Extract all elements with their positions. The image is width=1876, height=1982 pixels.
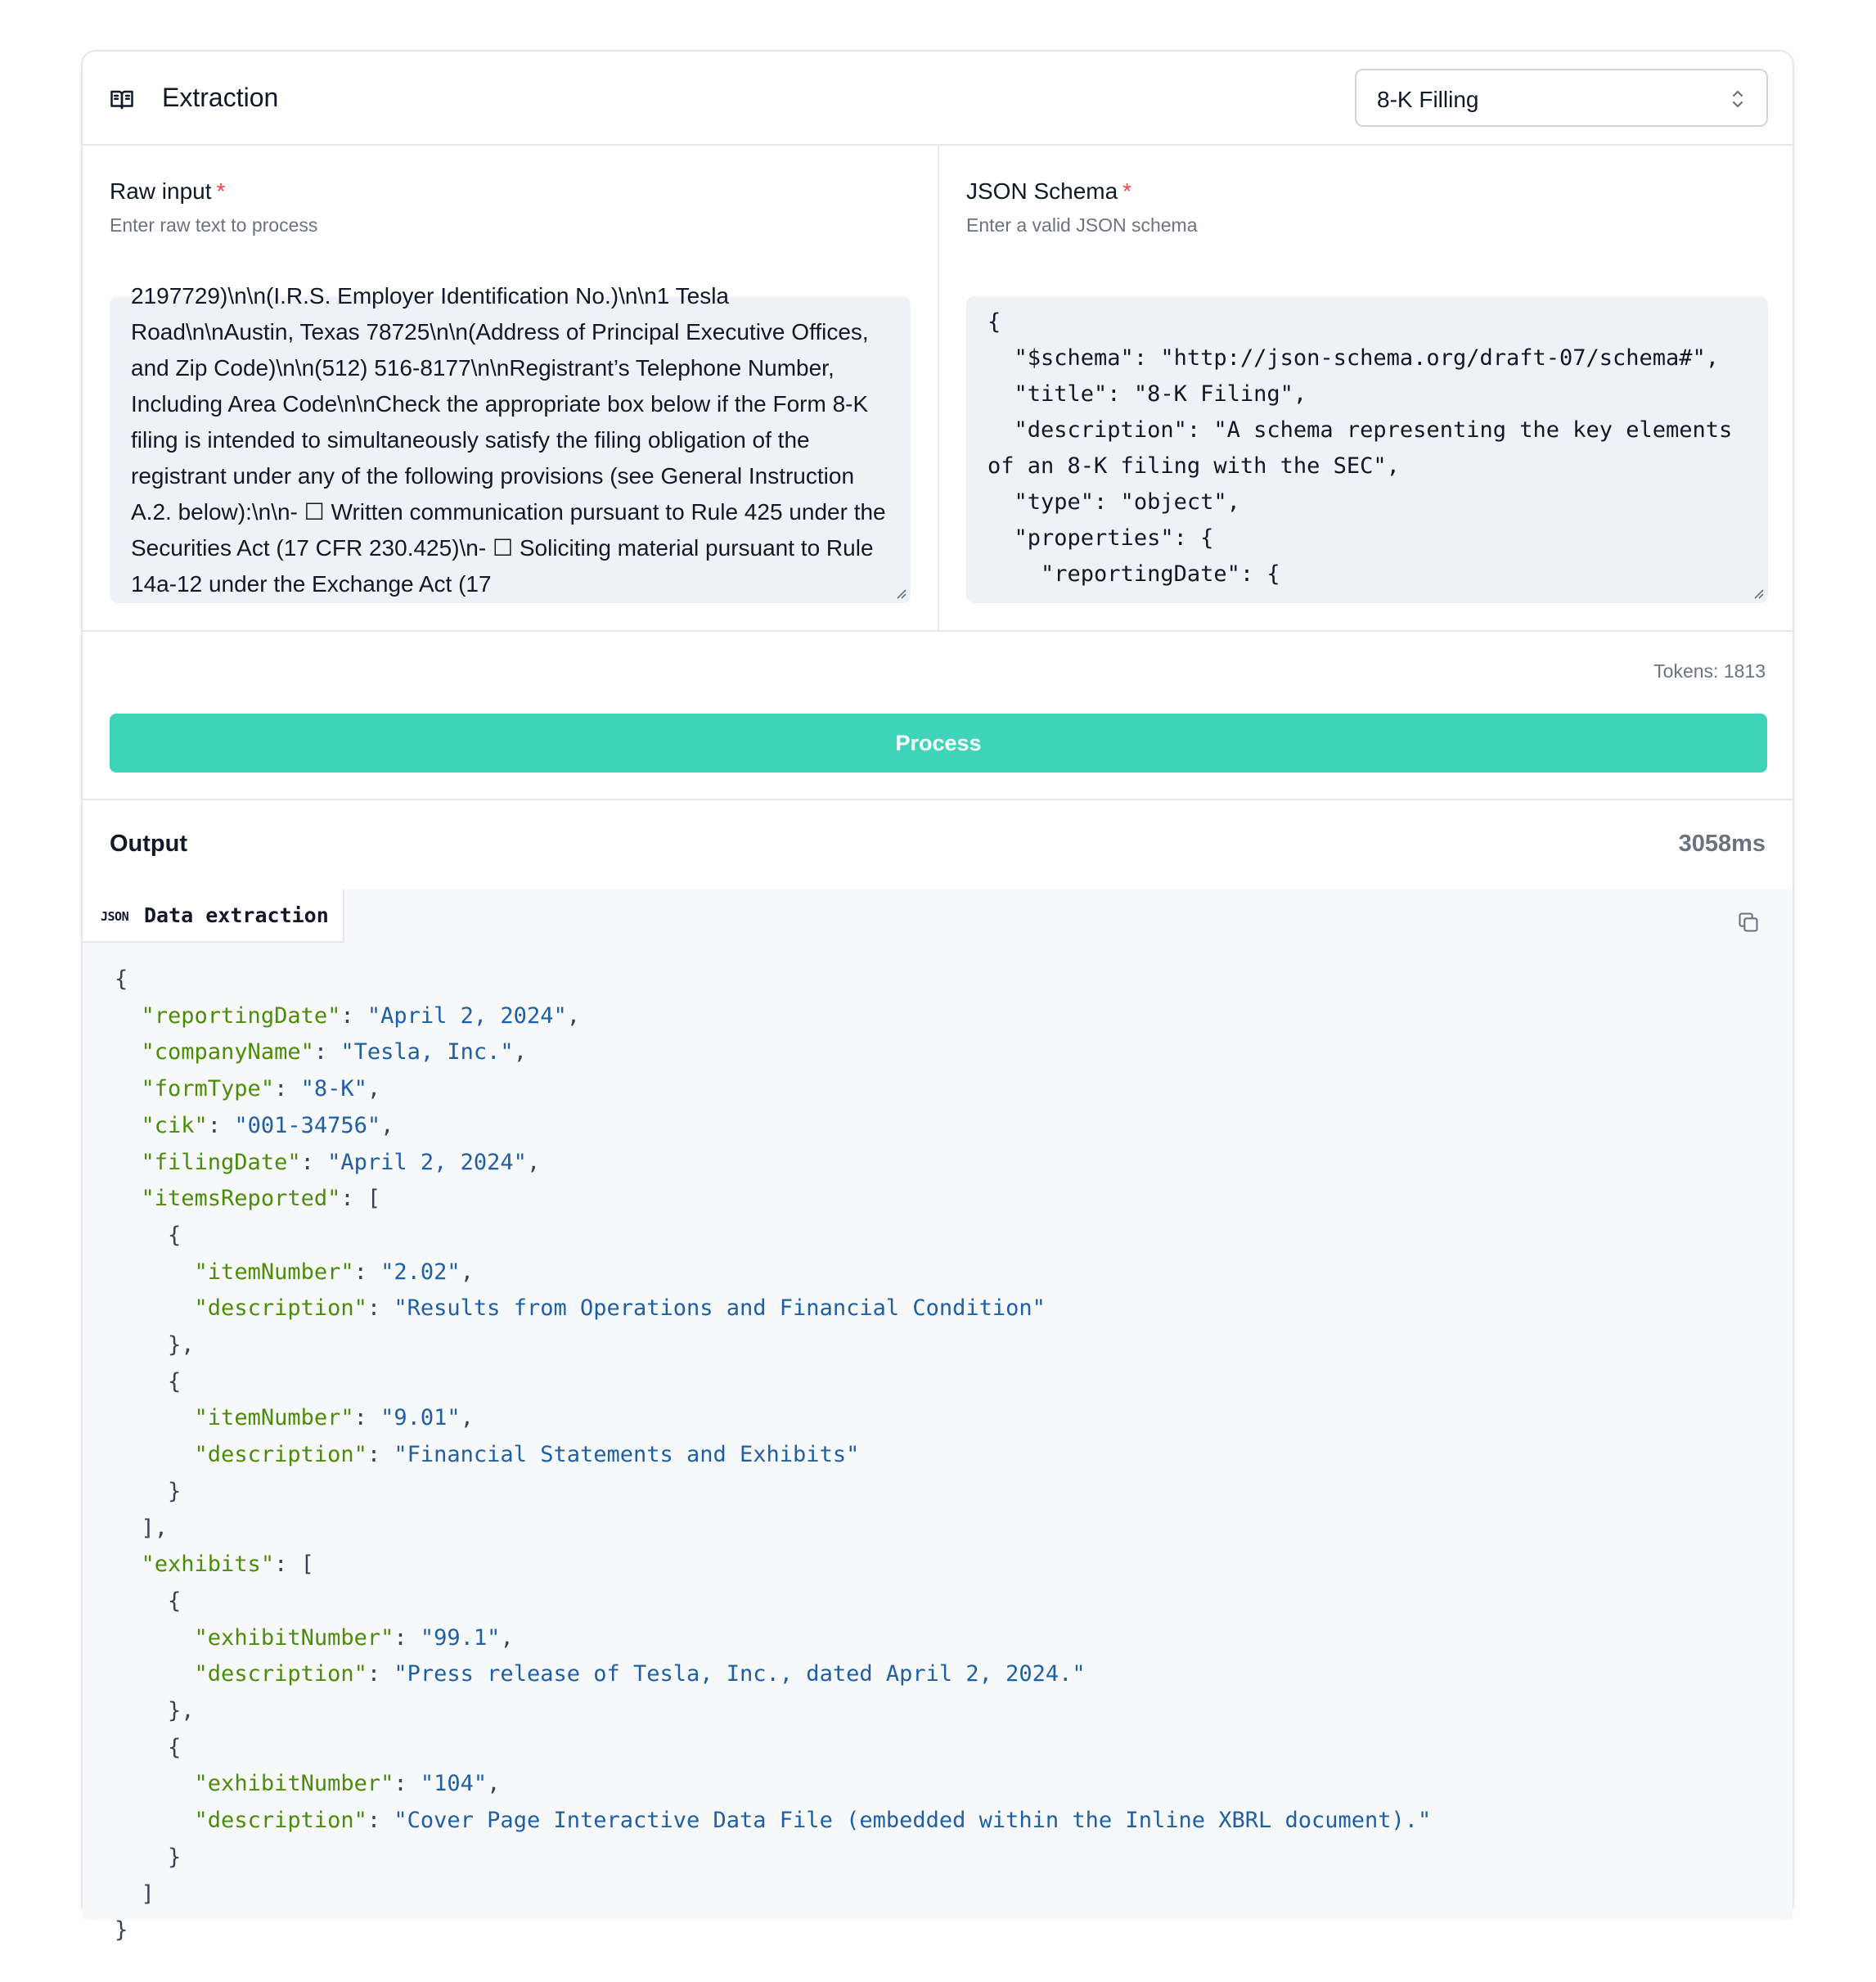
pane-divider bbox=[938, 146, 939, 630]
raw-input-label-text: Raw input bbox=[110, 178, 212, 204]
json-schema-textarea[interactable] bbox=[966, 296, 1768, 603]
book-open-icon bbox=[110, 88, 134, 112]
json-schema-label-text: JSON Schema bbox=[966, 178, 1118, 204]
output-json: { "reportingDate": "April 2, 2024", "companyName": "Tesla, Inc.", "formType": "8-K", "cik": "001-34756", "filingDate": "April 2, 2024", "itemsReported": [ { "itemNumber": "2.02", "description": "Results from Operations and Financial Condition" }, { "itemNumber": "9.01", "description": "Financial Statements and Exhibits" } ], "exhibits": [ { "exhibitNumber": "99.1", "description": "Press release of Tesla, Inc., dated April 2, 2024." }, { "exhibitNumber": "104", "description": "Cover Page Interactive Data File (embedded within the Inline XBRL document)." } ] } bbox=[115, 966, 1432, 1944]
json-file-icon: JSON bbox=[101, 909, 129, 924]
output-code-block bbox=[83, 890, 1793, 1944]
process-button[interactable]: Process bbox=[110, 714, 1767, 773]
resize-handle-icon[interactable] bbox=[894, 587, 907, 600]
page-title: Extraction bbox=[162, 83, 279, 112]
template-select[interactable] bbox=[1355, 69, 1768, 127]
raw-input-textarea[interactable] bbox=[110, 283, 911, 603]
card-header bbox=[83, 52, 1793, 146]
divider bbox=[83, 799, 1793, 800]
output-label: Output bbox=[110, 831, 188, 857]
tab-data-extraction[interactable] bbox=[83, 890, 344, 943]
required-mark: * bbox=[1122, 178, 1132, 204]
token-count: Tokens: 1813 bbox=[1653, 660, 1766, 682]
required-mark: * bbox=[216, 178, 226, 204]
chevron-up-down-icon bbox=[1730, 88, 1745, 110]
resize-handle-icon[interactable] bbox=[1752, 587, 1765, 600]
json-schema-label bbox=[966, 178, 1131, 205]
json-schema-value: { "$schema": "http://json-schema.org/draft-07/schema#", "title": "8-K Filing", "description": "A schema representing the key elements of an 8-K filing with the SEC", "type": "object", "properties": { "reportingDate": { bbox=[987, 309, 1733, 587]
json-schema-hint: Enter a valid JSON schema bbox=[966, 214, 1198, 236]
raw-input-hint: Enter raw text to process bbox=[110, 214, 318, 236]
input-panes bbox=[83, 146, 1793, 632]
copy-icon[interactable] bbox=[1737, 911, 1760, 934]
raw-input-label bbox=[110, 178, 225, 205]
extraction-card bbox=[81, 50, 1794, 1944]
template-select-value: 8-K Filling bbox=[1377, 87, 1479, 112]
tab-label: Data extraction bbox=[144, 903, 329, 927]
output-timing: 3058ms bbox=[1678, 831, 1766, 857]
raw-input-value: 2197729)\n\n(I.R.S. Employer Identification No.)\n\n1 Tesla Road\n\nAustin, Texas 78725\n\n(Address of Principal Executive Offices, and Zip Code)\n\n(512) 516-8177\n\nRegistrant’s Telephone Number, Including Area Code\n\nCheck the appropriate box below if the Form 8-K filing is intended to simultaneously satisfy the filing obligation of the registrant under any of the following provisions (see General Instruction A.2. below):\n\n- ☐ Written communication pursuant to Rule 425 under the Securities Act (17 CFR 230.425)\n- ☐ Soliciting material pursuant to Rule 14a-12 under the Exchange Act (17 bbox=[131, 283, 886, 597]
